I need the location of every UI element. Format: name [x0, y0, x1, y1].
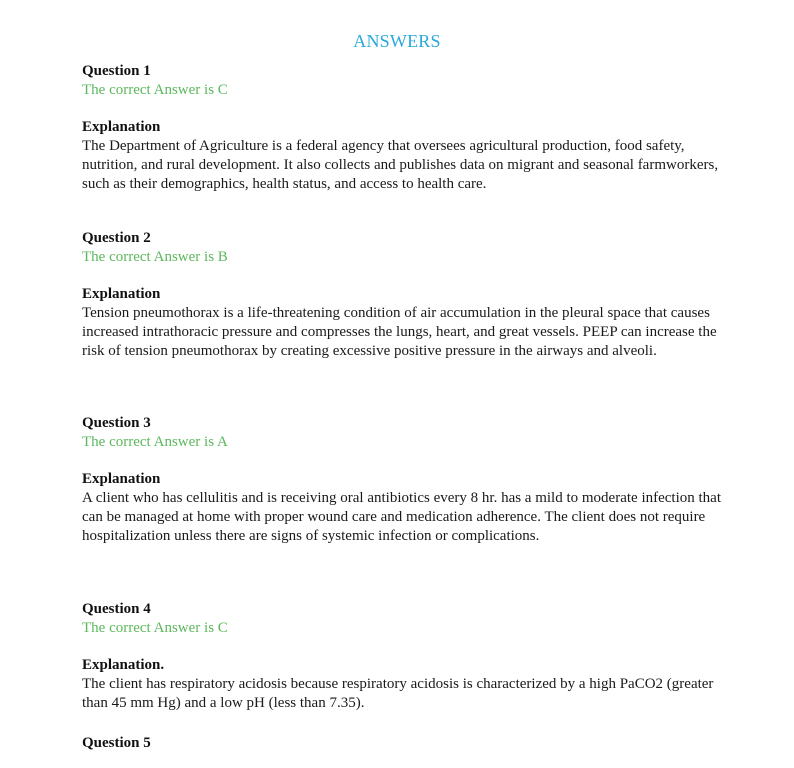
question-block-1 [82, 62, 722, 194]
explanation-heading: Explanation [82, 119, 161, 135]
correct-answer: The correct Answer is C [82, 620, 228, 636]
page-title: ANSWERS [353, 31, 441, 51]
question-heading: Question 4 [82, 601, 151, 617]
explanation-text: The client has respiratory acidosis because respiratory acidosis is characterized by a high PaCO2 (greater than 45 mm Hg) and a low pH (less than 7.35). [82, 676, 714, 711]
question-heading: Question 5 [82, 735, 151, 751]
correct-answer: The correct Answer is B [82, 249, 228, 265]
explanation-text: A client who has cellulitis and is receiving oral antibiotics every 8 hr. has a mild to moderate infection that can be managed at home with proper wound care and medication adherence. The client does not require hospitalization unless there are signs of systemic infection or complications. [82, 490, 721, 544]
explanation-heading: Explanation [82, 286, 161, 302]
explanation-heading: Explanation [82, 471, 161, 487]
explanation-heading: Explanation. [82, 657, 165, 673]
question-heading: Question 1 [82, 63, 151, 79]
correct-answer: The correct Answer is C [82, 82, 228, 98]
explanation-text: The Department of Agriculture is a federal agency that oversees agricultural production, food safety, nutrition, and rural development. It also collects and publishes data on migrant and seasonal farmworkers, such as their demographics, health status, and access to health care. [82, 138, 719, 192]
explanation-text: Tension pneumothorax is a life-threatening condition of air accumulation in the pleural space that causes increased intrathoracic pressure and compresses the lungs, heart, and great vessels. PEEP can increase the risk of tension pneumothorax by creating excessive positive pressure in the airways and alveoli. [82, 305, 717, 359]
question-heading: Question 3 [82, 415, 151, 431]
question-block-3 [82, 414, 722, 546]
question-block-5 [82, 734, 722, 753]
correct-answer: The correct Answer is A [82, 434, 228, 450]
question-block-4 [82, 600, 722, 713]
question-heading: Question 2 [82, 230, 151, 246]
question-block-2 [82, 229, 722, 361]
